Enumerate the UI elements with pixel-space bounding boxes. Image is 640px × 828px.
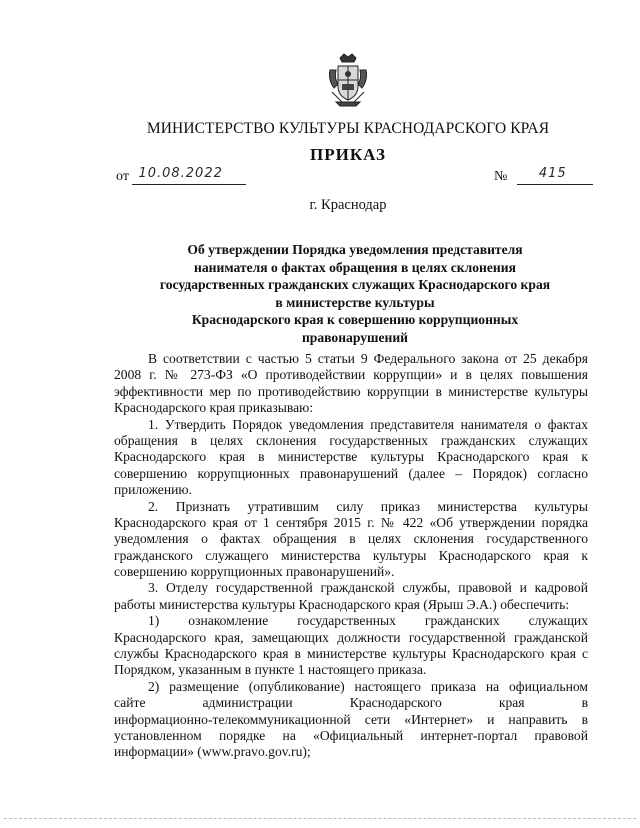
- number-field: [494, 166, 593, 185]
- body-line: эффективности мер по противодействию коррупции в министерстве культуры: [114, 383, 588, 399]
- document-title: [150, 241, 560, 347]
- date-handwritten: 10.08.2022: [138, 166, 223, 181]
- city-line: г. Краснодар: [309, 197, 387, 213]
- number-handwritten: 415: [538, 166, 567, 181]
- body-line: Краснодарского края от 1 сентября 2015 г. № 422 «Об утверждении порядка: [114, 514, 588, 530]
- body-line: 1) ознакомление государственных гражданских служащих: [148, 613, 588, 629]
- page-edge-divider: [4, 818, 636, 819]
- coat-of-arms-icon: [326, 52, 370, 108]
- body-line: приложению.: [114, 482, 192, 498]
- document-type: ПРИКАЗ: [310, 145, 386, 164]
- title-line: правонарушений: [301, 329, 409, 345]
- body-line: установленном порядке на «Официальный интернет-портал правовой: [114, 727, 588, 743]
- title-line: Краснодарского края к совершению коррупционных: [191, 312, 519, 328]
- date-label: от: [116, 169, 129, 184]
- body-line: 2. Признать утратившим силу приказ министерства культуры: [148, 498, 588, 514]
- body-line: Краснодарского края в министерстве культуры Краснодарского края к: [114, 449, 588, 465]
- date-underline: [132, 166, 246, 185]
- title-line: нанимателя о фактах обращения в целях склонения: [194, 259, 516, 275]
- body-line: Краснодарского края, замещающих должности государственной гражданской: [114, 629, 588, 645]
- body-line: Краснодарского края приказываю:: [114, 400, 314, 416]
- body-line: В соответствии с частью 5 статьи 9 Федерального закона от 25 декабря: [148, 351, 588, 366]
- ministry-name: МИНИСТЕРСТВО КУЛЬТУРЫ КРАСНОДАРСКОГО КРАЯ: [146, 120, 550, 137]
- date-field: [116, 166, 246, 185]
- title-line: Об утверждении Порядка уведомления представителя: [187, 242, 523, 257]
- body-line: 2008 г. № 273-ФЗ «О противодействии коррупции» и в целях повышения: [114, 367, 588, 383]
- body-line: 3. Отделу государственной гражданской службы, правовой и кадровой: [148, 580, 588, 596]
- body-line: информации» (www.pravo.gov.ru);: [114, 744, 311, 760]
- body-line: Порядком, указанным в пункте 1 настоящего приказа.: [114, 662, 427, 678]
- body-line: обращения в целях склонения государственных гражданских служащих: [114, 432, 588, 448]
- body-line: информационно-телекоммуникационной сети «Интернет» и направить в: [114, 711, 588, 727]
- body-line: совершению коррупционных правонарушений (далее – Порядок) согласно: [114, 465, 588, 481]
- body-line: 2) размещение (опубликование) настоящего приказа на официальном: [148, 678, 588, 694]
- body-line: службы Краснодарского края в министерстве культуры Краснодарского края с: [114, 646, 588, 662]
- title-line: государственных гражданских служащих Краснодарского края: [159, 277, 551, 293]
- body-line: работы министерства культуры Краснодарского края (Ярыш Э.А.) обеспечить:: [114, 596, 570, 612]
- body-line: совершению коррупционных правонарушений».: [114, 564, 395, 580]
- title-line: в министерстве культуры: [275, 294, 435, 310]
- document-body: [114, 351, 588, 761]
- number-label: №: [494, 169, 508, 184]
- number-underline: [517, 166, 593, 185]
- body-line: 1. Утвердить Порядок уведомления представителя нанимателя о фактах: [148, 416, 588, 432]
- body-line: гражданского служащего министерства культуры Краснодарского края к: [114, 547, 588, 563]
- body-line: сайте администрации Краснодарского края в: [114, 695, 588, 711]
- body-line: уведомления о фактах обращения в целях склонения государственного: [114, 531, 588, 547]
